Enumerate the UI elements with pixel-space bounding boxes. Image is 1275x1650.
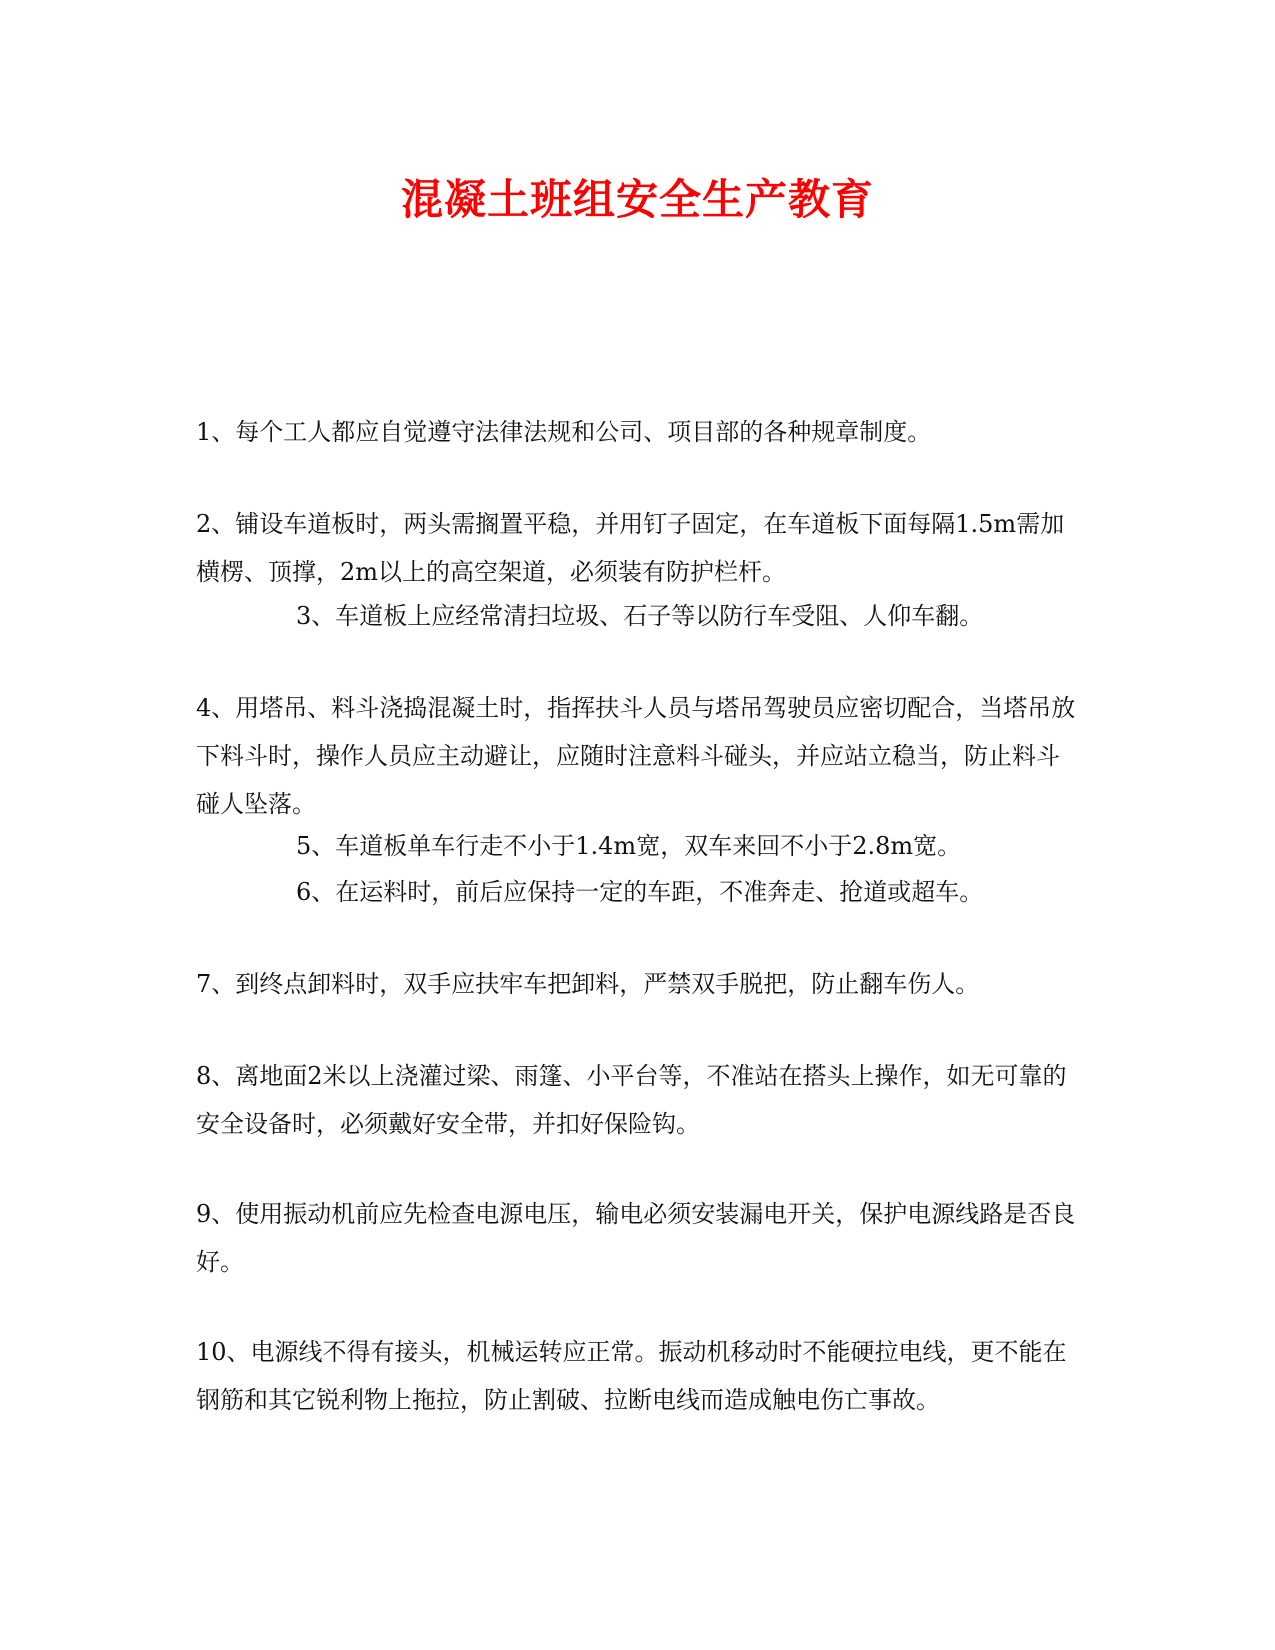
document-title: 混凝土班组安全生产教育	[400, 175, 874, 224]
paragraph-3: 3、车道板上应经常清扫垃圾、石子等以防行车受阻、人仰车翻。	[296, 602, 984, 630]
paragraph-7: 7、到终点卸料时，双手应扶牢车把卸料，严禁双手脱把，防止翻车伤人。	[196, 970, 980, 998]
paragraph-1: 1、每个工人都应自觉遵守法律法规和公司、项目部的各种规章制度。	[196, 418, 932, 446]
paragraph-9: 9、使用振动机前应先检查电源电压，输电必须安装漏电开关，保护电源线路是否良好。	[196, 1200, 1076, 1276]
paragraph-4: 4、用塔吊、料斗浇捣混凝土时，指挥扶斗人员与塔吊驾驶员应密切配合，当塔吊放下料斗时，操作人员应主动避让，应随时注意料斗碰头，并应站立稳当，防止料斗碰人坠落。	[196, 694, 1076, 818]
paragraph-6: 6、在运料时，前后应保持一定的车距，不准奔走、抢道或超车。	[296, 878, 984, 906]
paragraph-8: 8、离地面2米以上浇灌过梁、雨篷、小平台等，不准站在搭头上操作，如无可靠的安全设备时，必须戴好安全带，并扣好保险钩。	[196, 1062, 1067, 1138]
paragraph-5: 5、车道板单车行走不小于1.4m宽，双车来回不小于2.8m宽。	[296, 832, 962, 860]
paragraph-2: 2、铺设车道板时，两头需搁置平稳，并用钉子固定，在车道板下面每隔1.5m需加横楞、顶撑，2m以上的高空架道，必须装有防护栏杆。	[196, 510, 1065, 586]
paragraph-10: 10、电源线不得有接头，机械运转应正常。振动机移动时不能硬拉电线，更不能在钢筋和其它锐利物上拖拉，防止割破、拉断电线而造成触电伤亡事故。	[196, 1338, 1067, 1414]
